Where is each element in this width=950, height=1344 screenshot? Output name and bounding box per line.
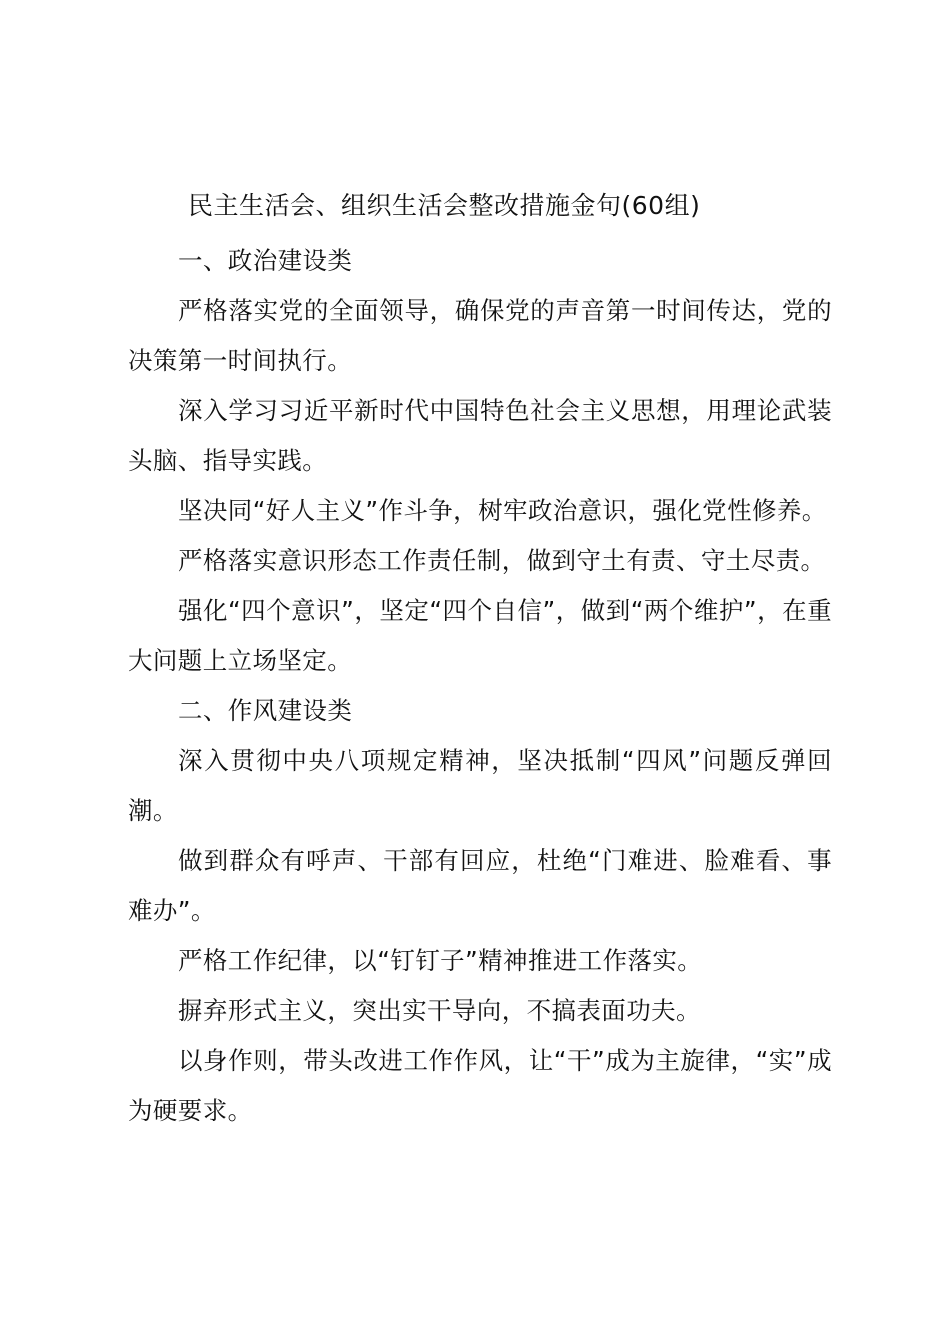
paragraph: 坚决同“好人主义”作斗争，树牢政治意识，强化党性修养。 (178, 496, 827, 525)
paragraph: 强化“四个意识”，坚定“四个自信”，做到“两个维护”，在重大问题上立场坚定。 (128, 596, 832, 675)
document-title: 民主生活会、组织生活会整改措施金句(60组) (188, 191, 701, 220)
paragraph: 严格落实党的全面领导，确保党的声音第一时间传达，党的决策第一时间执行。 (128, 296, 832, 375)
section-heading-political: 一、政治建设类 (178, 246, 353, 275)
document-body (128, 236, 832, 1136)
paragraph: 严格落实意识形态工作责任制，做到守土有责、守土尽责。 (178, 546, 826, 575)
paragraph: 做到群众有呼声、干部有回应，杜绝“门难进、脸难看、事难办”。 (128, 846, 832, 925)
section-heading-work-style: 二、作风建设类 (178, 696, 353, 725)
paragraph: 以身作则，带头改进工作作风，让“干”成为主旋律，“实”成为硬要求。 (128, 1046, 832, 1125)
paragraph: 深入学习习近平新时代中国特色社会主义思想，用理论武装头脑、指导实践。 (128, 396, 832, 475)
paragraph: 深入贯彻中央八项规定精神，坚决抵制“四风”问题反弹回潮。 (128, 746, 832, 825)
paragraph: 严格工作纪律，以“钉钉子”精神推进工作落实。 (178, 946, 703, 975)
paragraph: 摒弃形式主义，突出实干导向，不搞表面功夫。 (178, 996, 701, 1025)
